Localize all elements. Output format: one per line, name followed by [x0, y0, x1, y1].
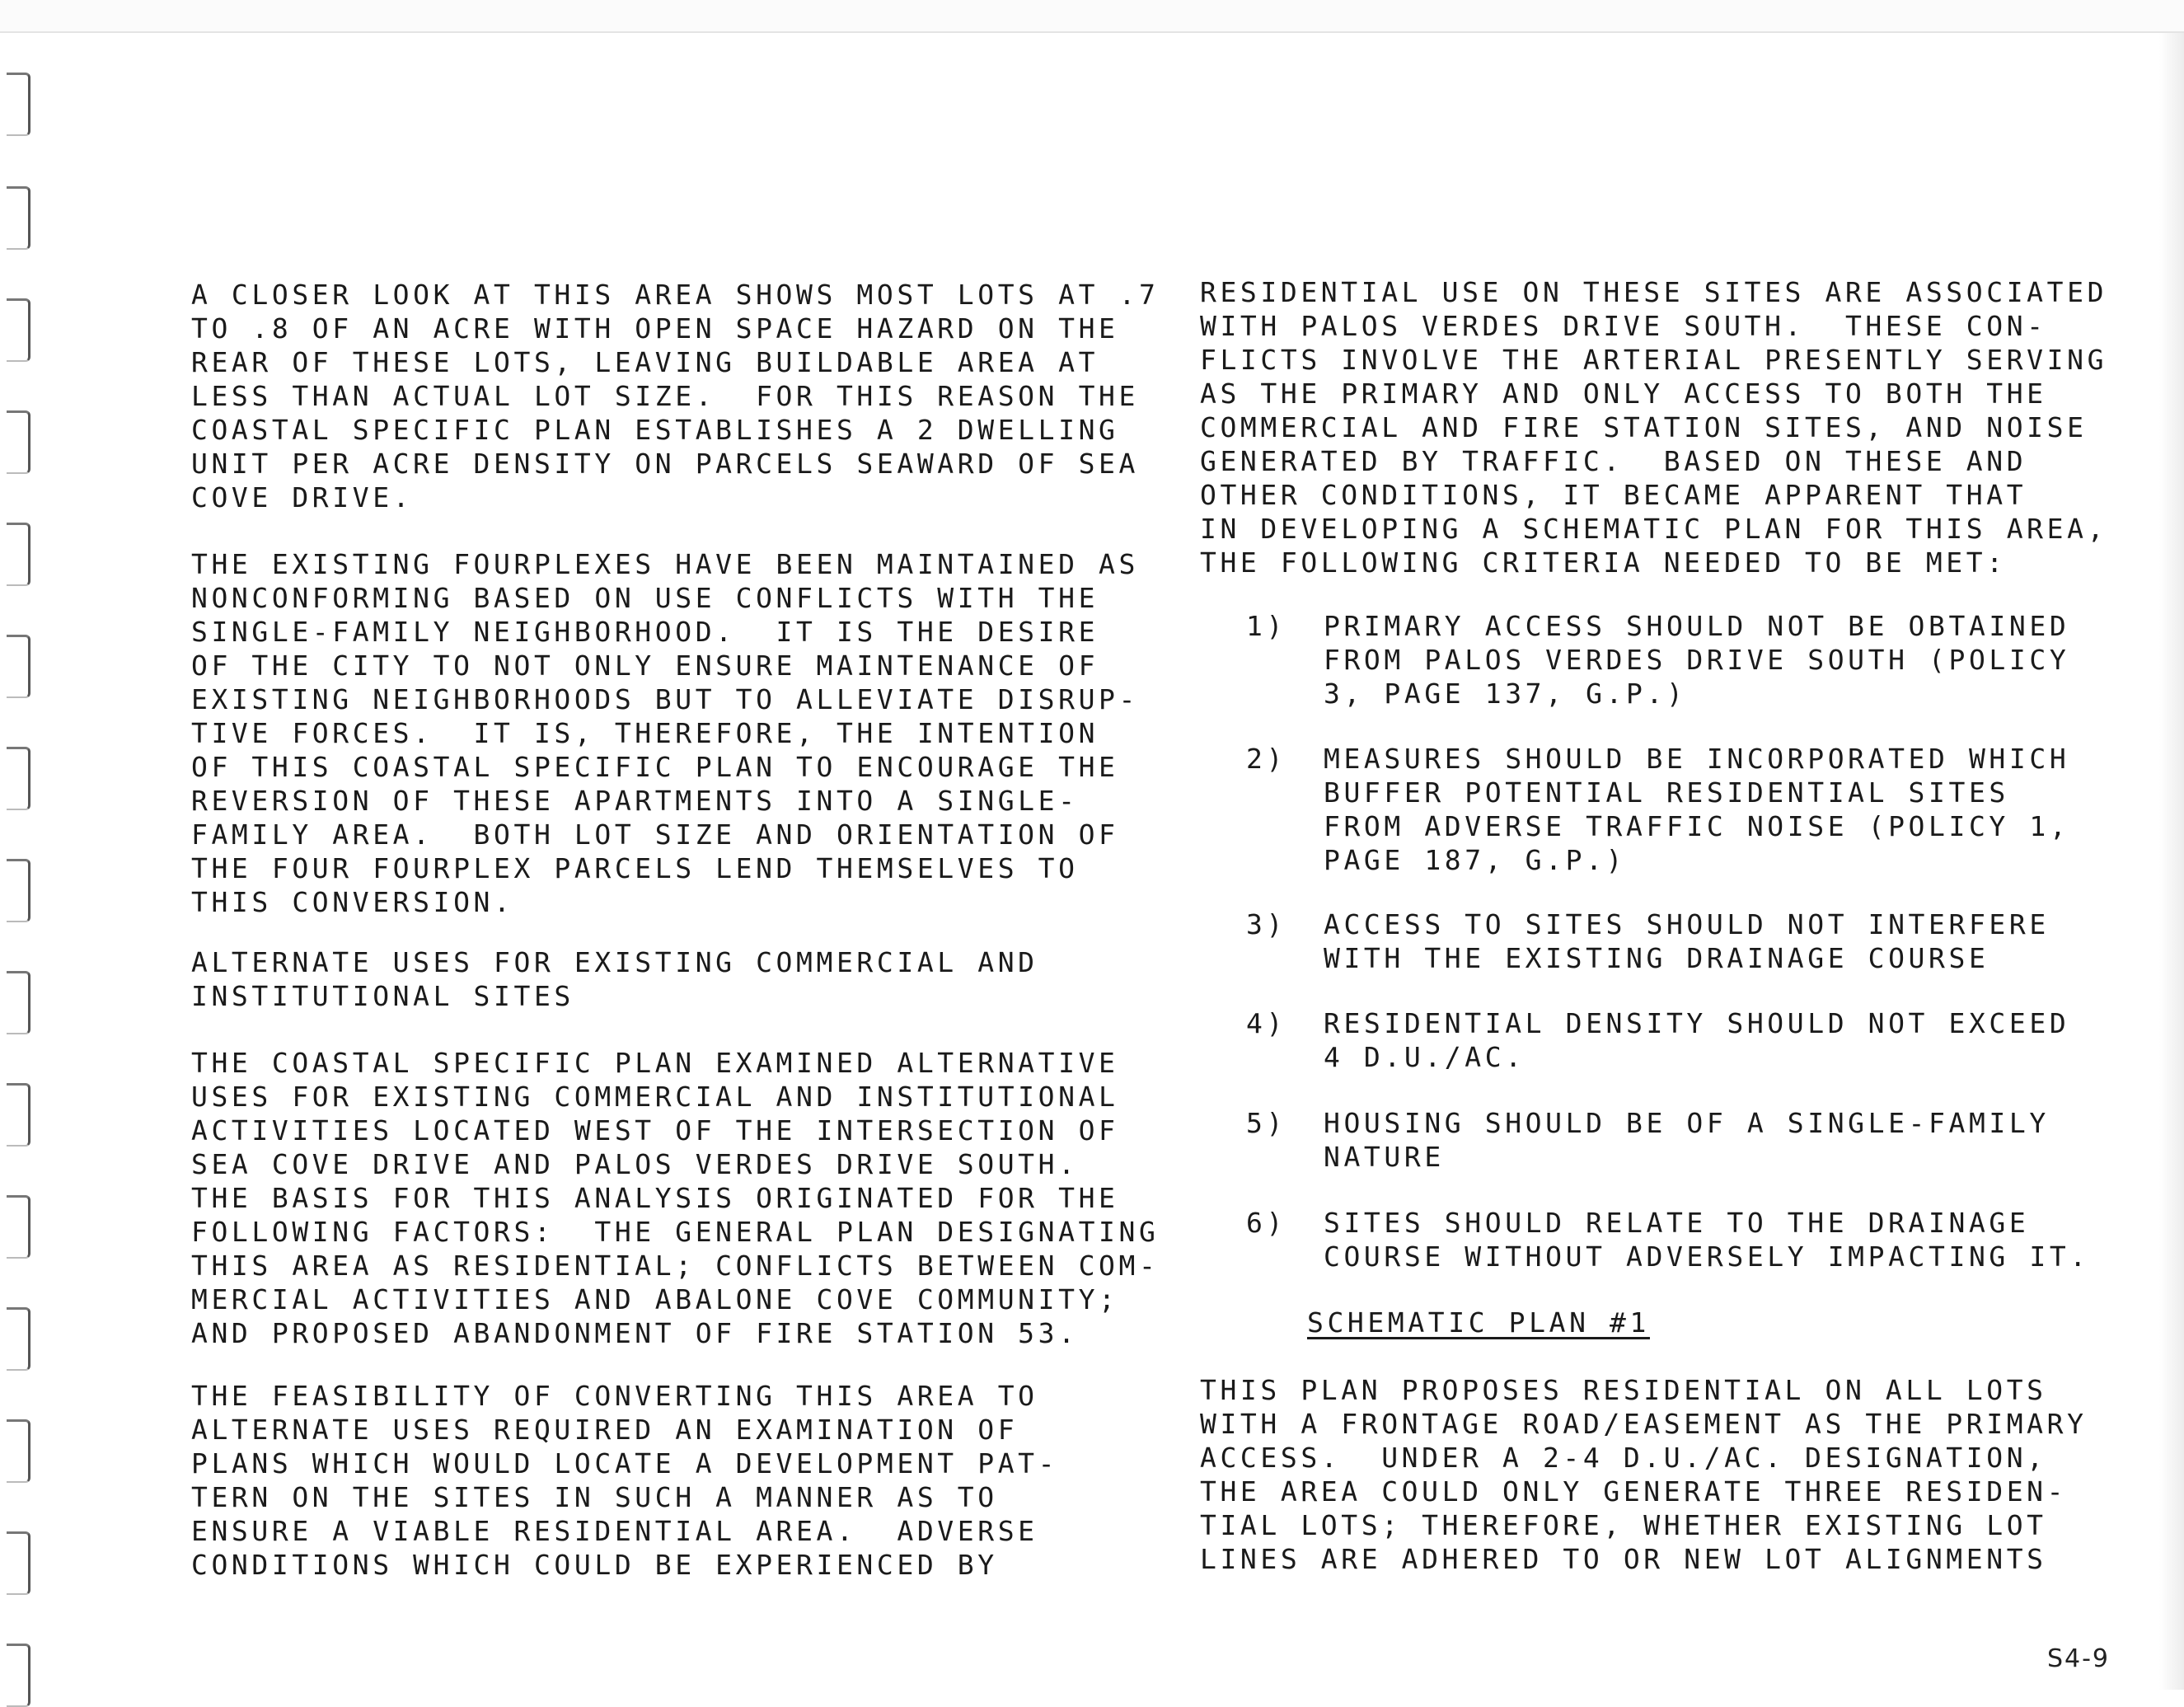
- criteria-number: 6): [1246, 1207, 1286, 1239]
- binding-mark: [7, 1531, 30, 1595]
- text-line: ACTIVITIES LOCATED WEST OF THE INTERSECTION OF: [191, 1114, 1119, 1147]
- text-line: THE EXISTING FOURPLEXES HAVE BEEN MAINTAINED AS: [191, 548, 1139, 580]
- binding-mark: [7, 298, 30, 362]
- criteria-line: MEASURES SHOULD BE INCORPORATED WHICH: [1324, 743, 2070, 775]
- binding-holes: [0, 0, 49, 1690]
- binding-mark: [7, 1195, 30, 1259]
- text-line: AS THE PRIMARY AND ONLY ACCESS TO BOTH THE: [1200, 378, 2047, 410]
- binding-mark: [7, 1419, 30, 1483]
- criteria-line: BUFFER POTENTIAL RESIDENTIAL SITES: [1324, 776, 2009, 809]
- criteria-line: 4 D.U./AC.: [1324, 1041, 1526, 1073]
- criteria-line: SITES SHOULD RELATE TO THE DRAINAGE: [1324, 1207, 2030, 1239]
- text-line: THIS PLAN PROPOSES RESIDENTIAL ON ALL LOTS: [1200, 1374, 2047, 1406]
- text-line: WITH PALOS VERDES DRIVE SOUTH. THESE CON-: [1200, 310, 2047, 342]
- criteria-number: 4): [1246, 1007, 1286, 1039]
- text-line: THE FOUR FOURPLEX PARCELS LEND THEMSELVES TO: [191, 852, 1079, 884]
- binding-mark: [7, 410, 30, 474]
- criteria-line: WITH THE EXISTING DRAINAGE COURSE: [1324, 942, 1990, 974]
- criteria-number: 5): [1246, 1107, 1286, 1139]
- text-line: THE AREA COULD ONLY GENERATE THREE RESIDEN-: [1200, 1475, 2068, 1508]
- text-line: THE COASTAL SPECIFIC PLAN EXAMINED ALTERNATIVE: [191, 1047, 1119, 1079]
- text-line: FOLLOWING FACTORS: THE GENERAL PLAN DESIGNATING: [191, 1216, 1160, 1248]
- binding-mark: [7, 1083, 30, 1147]
- text-line: LESS THAN ACTUAL LOT SIZE. FOR THIS REASON THE: [191, 380, 1139, 412]
- criteria-line: PAGE 187, G.P.): [1324, 844, 1627, 876]
- binding-mark: [7, 1307, 30, 1371]
- text-line: NONCONFORMING BASED ON USE CONFLICTS WITH THE: [191, 582, 1099, 614]
- text-line: TERN ON THE SITES IN SUCH A MANNER AS TO: [191, 1481, 998, 1513]
- text-line: OTHER CONDITIONS, IT BECAME APPARENT THAT: [1200, 479, 2027, 511]
- criteria-line: PRIMARY ACCESS SHOULD NOT BE OBTAINED: [1324, 610, 2070, 642]
- criteria-line: COURSE WITHOUT ADVERSELY IMPACTING IT.: [1324, 1240, 2090, 1273]
- text-line: IN DEVELOPING A SCHEMATIC PLAN FOR THIS AREA,: [1200, 513, 2108, 545]
- text-line: A CLOSER LOOK AT THIS AREA SHOWS MOST LOTS AT .7: [191, 279, 1160, 311]
- text-line: THIS CONVERSION.: [191, 886, 514, 918]
- text-line: GENERATED BY TRAFFIC. BASED ON THESE AND: [1200, 445, 2027, 477]
- criteria-line: 3, PAGE 137, G.P.): [1324, 678, 1687, 710]
- text-line: ALTERNATE USES REQUIRED AN EXAMINATION OF: [191, 1414, 1019, 1446]
- binding-mark: [7, 523, 30, 586]
- text-line: THE FEASIBILITY OF CONVERTING THIS AREA TO: [191, 1380, 1038, 1412]
- text-line: FLICTS INVOLVE THE ARTERIAL PRESENTLY SERVING: [1200, 344, 2108, 376]
- text-line: PLANS WHICH WOULD LOCATE A DEVELOPMENT PAT-: [191, 1447, 1059, 1480]
- text-line: COMMERCIAL AND FIRE STATION SITES, AND NOISE: [1200, 411, 2088, 443]
- text-line: TO .8 OF AN ACRE WITH OPEN SPACE HAZARD ON THE: [191, 312, 1119, 345]
- text-line: TIVE FORCES. IT IS, THEREFORE, THE INTENTION: [191, 717, 1099, 749]
- text-line: SEA COVE DRIVE AND PALOS VERDES DRIVE SOUTH.: [191, 1148, 1079, 1180]
- page-number: S4-9: [2046, 1644, 2110, 1673]
- criteria-number: 1): [1246, 610, 1286, 642]
- text-line: THIS AREA AS RESIDENTIAL; CONFLICTS BETWEEN COM-: [191, 1250, 1160, 1282]
- text-line: OF THE CITY TO NOT ONLY ENSURE MAINTENANCE OF: [191, 650, 1099, 682]
- text-line: EXISTING NEIGHBORHOODS BUT TO ALLEVIATE DISRUP-: [191, 683, 1139, 715]
- text-line: THE BASIS FOR THIS ANALYSIS ORIGINATED FOR THE: [191, 1182, 1119, 1214]
- text-line: COVE DRIVE.: [191, 481, 414, 514]
- criteria-number: 2): [1246, 743, 1286, 775]
- criteria-number: 3): [1246, 908, 1286, 940]
- text-line: MERCIAL ACTIVITIES AND ABALONE COVE COMMUNITY;: [191, 1283, 1119, 1315]
- criteria-line: HOUSING SHOULD BE OF A SINGLE-FAMILY: [1324, 1107, 2050, 1139]
- binding-mark: [7, 1644, 30, 1707]
- text-line: COASTAL SPECIFIC PLAN ESTABLISHES A 2 DWELLING: [191, 414, 1119, 446]
- text-line: UNIT PER ACRE DENSITY ON PARCELS SEAWARD OF SEA: [191, 448, 1139, 480]
- text-line: REAR OF THESE LOTS, LEAVING BUILDABLE AREA AT: [191, 346, 1099, 378]
- page-top-edge: [0, 0, 2184, 33]
- criteria-line: FROM ADVERSE TRAFFIC NOISE (POLICY 1,: [1324, 810, 2070, 842]
- text-line: OF THIS COASTAL SPECIFIC PLAN TO ENCOURAGE THE: [191, 751, 1119, 783]
- binding-mark: [7, 73, 30, 136]
- text-line: CONDITIONS WHICH COULD BE EXPERIENCED BY: [191, 1549, 998, 1581]
- text-line: USES FOR EXISTING COMMERCIAL AND INSTITUTIONAL: [191, 1081, 1119, 1113]
- text-line: WITH A FRONTAGE ROAD/EASEMENT AS THE PRIMARY: [1200, 1408, 2088, 1440]
- text-line: THE FOLLOWING CRITERIA NEEDED TO BE MET:: [1200, 546, 2007, 579]
- binding-mark: [7, 859, 30, 922]
- binding-mark: [7, 971, 30, 1034]
- heading-line: INSTITUTIONAL SITES: [191, 980, 574, 1012]
- criteria-line: NATURE: [1324, 1141, 1445, 1173]
- binding-mark: [7, 747, 30, 810]
- text-line: SINGLE-FAMILY NEIGHBORHOOD. IT IS THE DESIRE: [191, 616, 1099, 648]
- criteria-line: RESIDENTIAL DENSITY SHOULD NOT EXCEED: [1324, 1007, 2070, 1039]
- criteria-line: ACCESS TO SITES SHOULD NOT INTERFERE: [1324, 908, 2050, 940]
- text-line: ACCESS. UNDER A 2-4 D.U./AC. DESIGNATION,: [1200, 1442, 2047, 1474]
- criteria-line: FROM PALOS VERDES DRIVE SOUTH (POLICY: [1324, 644, 2070, 676]
- heading-line: ALTERNATE USES FOR EXISTING COMMERCIAL AND: [191, 946, 1038, 978]
- text-line: TIAL LOTS; THEREFORE, WHETHER EXISTING LOT: [1200, 1509, 2047, 1541]
- binding-mark: [7, 635, 30, 698]
- section-heading-schematic-plan: SCHEMATIC PLAN #1: [1307, 1306, 1650, 1339]
- text-line: FAMILY AREA. BOTH LOT SIZE AND ORIENTATION OF: [191, 818, 1119, 851]
- text-line: RESIDENTIAL USE ON THESE SITES ARE ASSOCIATED: [1200, 276, 2108, 308]
- text-line: LINES ARE ADHERED TO OR NEW LOT ALIGNMENTS: [1200, 1543, 2047, 1575]
- text-line: REVERSION OF THESE APARTMENTS INTO A SINGLE-: [191, 785, 1079, 817]
- page-right-edge: [2159, 33, 2184, 1690]
- text-line: ENSURE A VIABLE RESIDENTIAL AREA. ADVERSE: [191, 1515, 1038, 1547]
- binding-mark: [7, 186, 30, 250]
- text-line: AND PROPOSED ABANDONMENT OF FIRE STATION 53.: [191, 1317, 1079, 1349]
